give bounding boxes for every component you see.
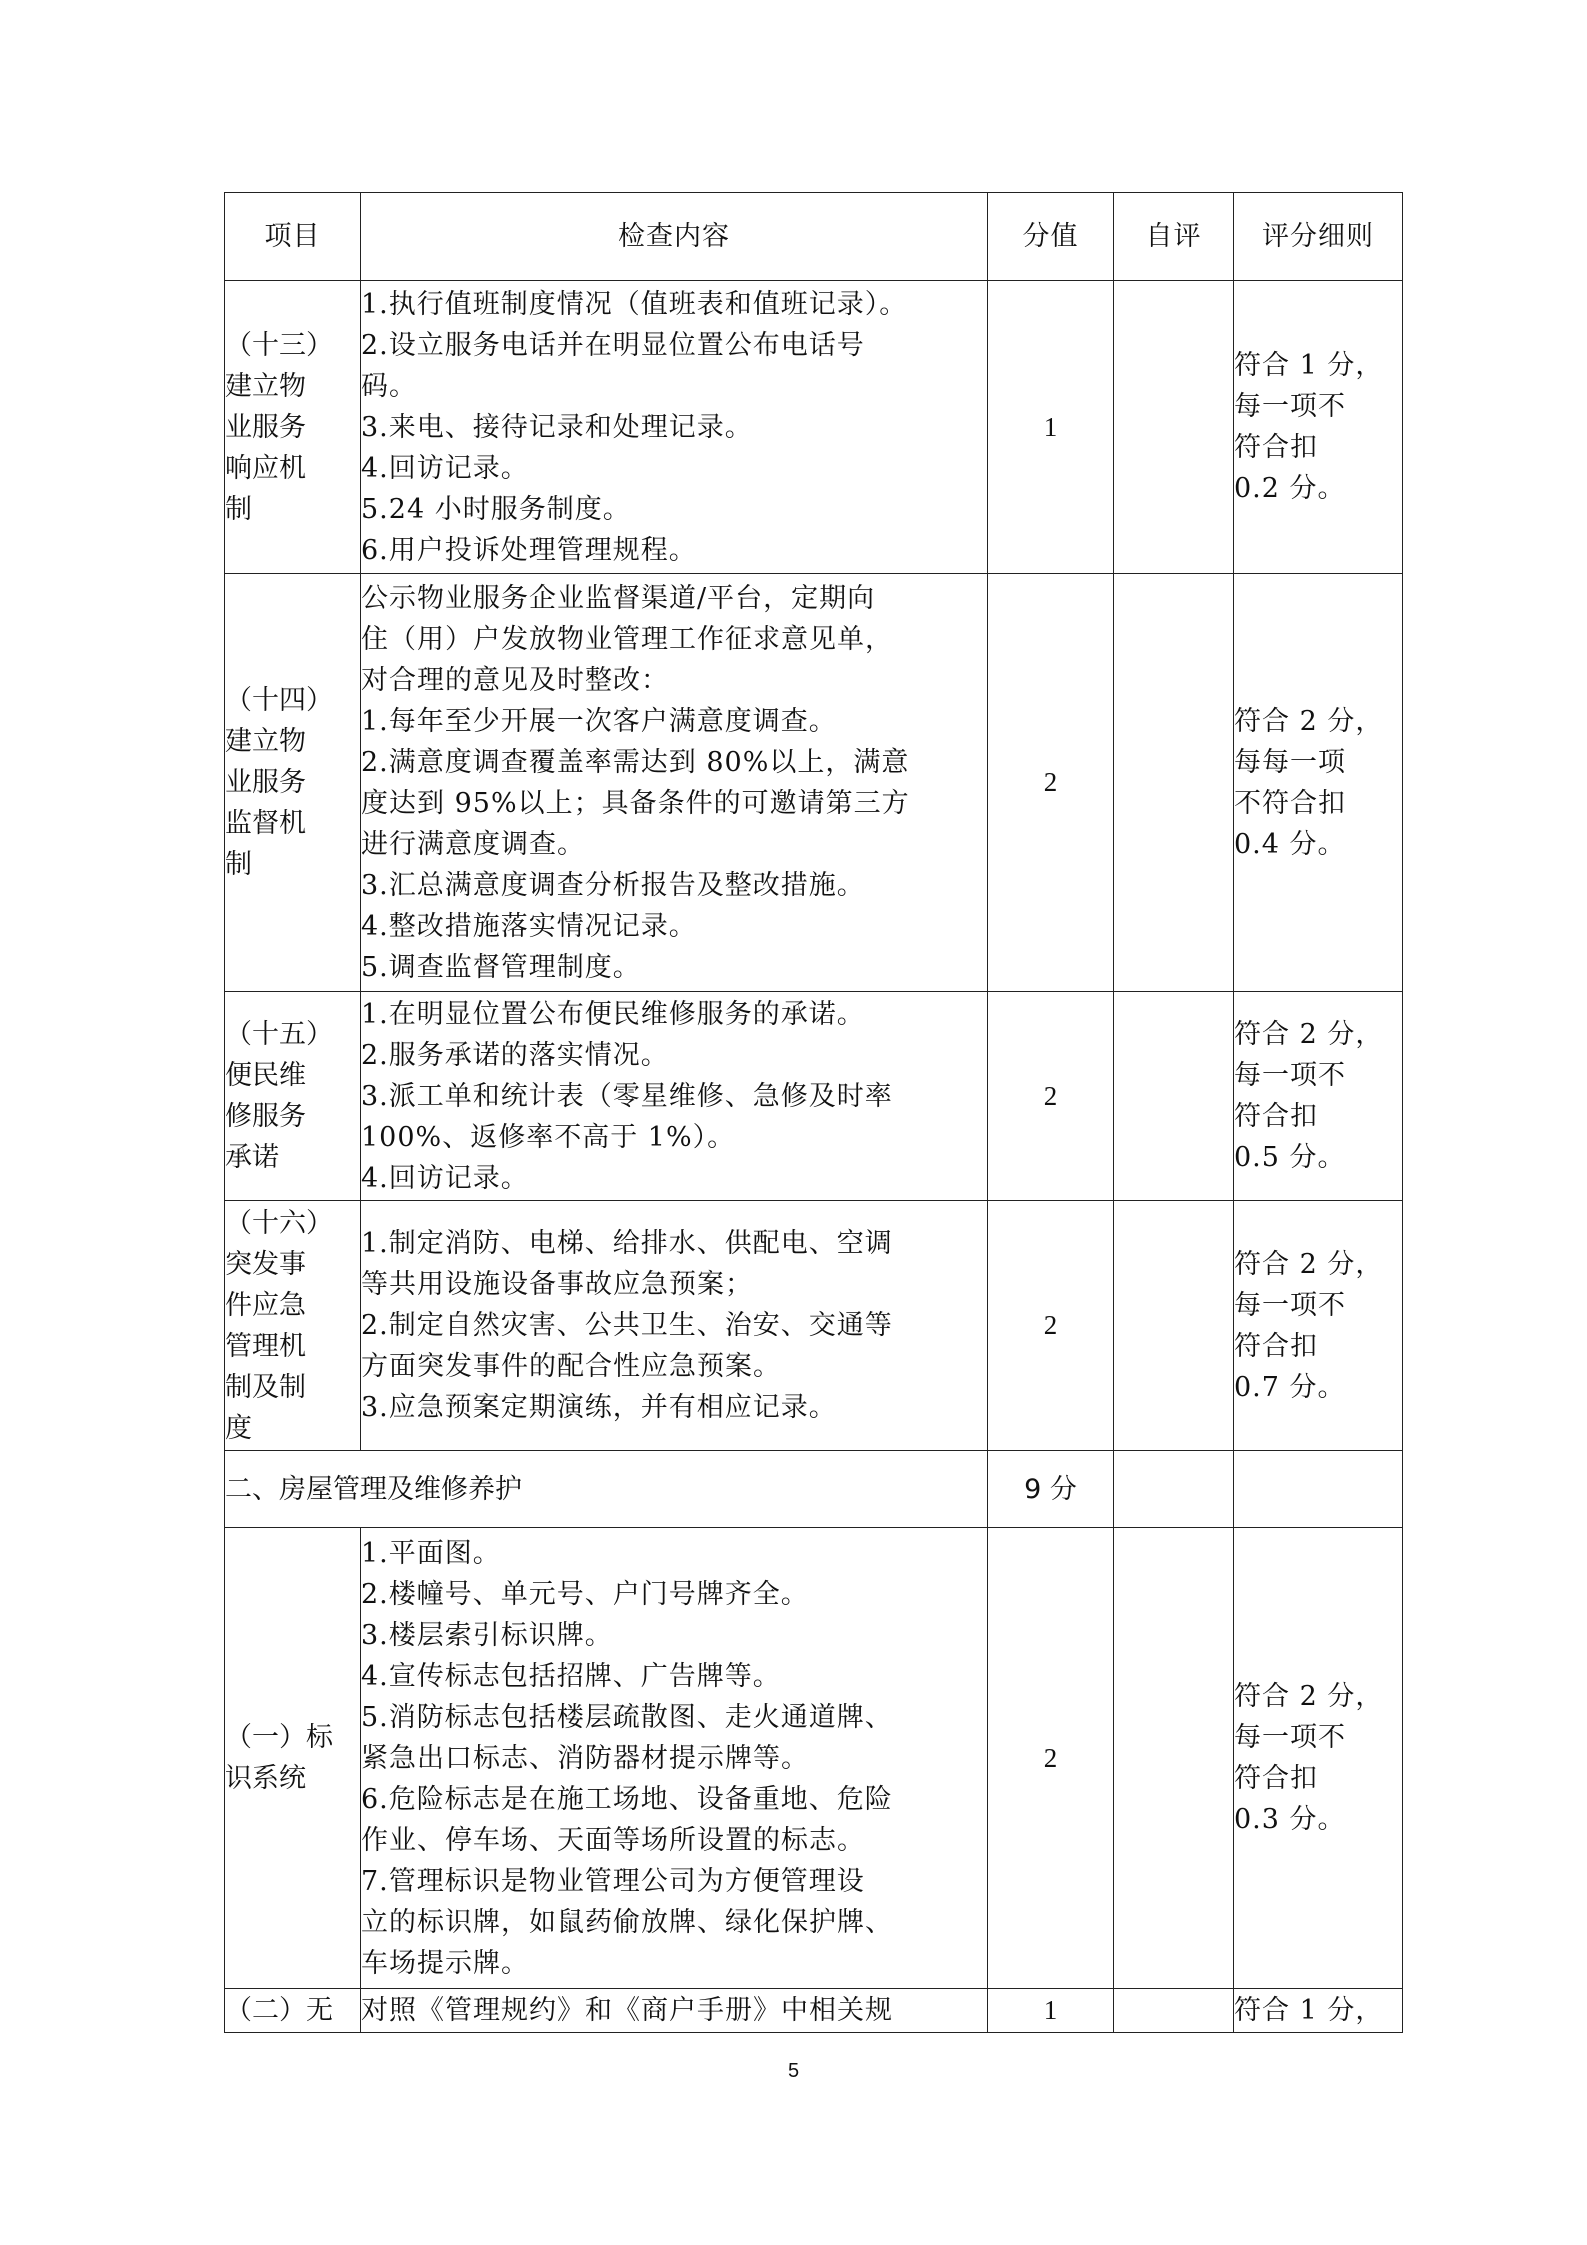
- content-line: 作业、停车场、天面等场所设置的标志。: [361, 1824, 865, 1856]
- rule-cell: [1234, 574, 1403, 992]
- content-line: 3.应急预案定期演练，并有相应记录。: [361, 1392, 837, 1423]
- header-score: 分值: [988, 193, 1114, 281]
- rule-line: 每每一项: [1234, 746, 1346, 778]
- score-cell: 2: [988, 992, 1114, 1201]
- rule-line: 不符合扣: [1234, 787, 1346, 819]
- section-rule: [1234, 1451, 1403, 1528]
- content-line: 公示物业服务企业监督渠道/平台，定期向: [361, 582, 876, 614]
- rule-line: 符合扣: [1234, 1101, 1318, 1132]
- rule-cell: [1234, 992, 1403, 1201]
- content-line: 立的标识牌，如鼠药偷放牌、绿化保护牌、: [361, 1906, 893, 1938]
- item-line: 响应机: [225, 452, 306, 484]
- self-eval-cell: [1114, 281, 1234, 574]
- item-line: 制: [225, 493, 252, 525]
- item-line: 突发事: [225, 1248, 306, 1280]
- score-cell: 2: [988, 1528, 1114, 1989]
- header-row: [225, 193, 1403, 281]
- rule-line: 0.7 分。: [1234, 1371, 1346, 1403]
- item-cell: [225, 992, 361, 1201]
- item-line: 承诺: [225, 1142, 279, 1173]
- item-line: 便民维: [225, 1060, 306, 1091]
- item-line: 监督机: [225, 808, 306, 839]
- item-line: 制及制: [225, 1371, 306, 1403]
- rule-line: 符合 1 分，: [1234, 1995, 1384, 2026]
- section-row: [225, 1451, 1403, 1528]
- content-cell: [361, 1989, 988, 2033]
- rule-line: 每一项不: [1234, 1722, 1346, 1753]
- content-line: 进行满意度调查。: [361, 828, 585, 860]
- content-line: 6.用户投诉处理管理规程。: [361, 534, 697, 566]
- rule-line: 符合扣: [1234, 1763, 1318, 1794]
- item-line: 建立物: [225, 370, 306, 402]
- content-line: 6.危险标志是在施工场地、设备重地、危险: [361, 1783, 893, 1815]
- self-eval-cell: [1114, 992, 1234, 1201]
- item-line: 建立物: [225, 726, 306, 757]
- self-eval-cell: [1114, 1989, 1234, 2033]
- item-line: 件应急: [225, 1289, 306, 1321]
- rule-line: 符合 1 分，: [1234, 350, 1384, 381]
- rule-line: 每一项不: [1234, 391, 1346, 422]
- score-cell: 2: [988, 1201, 1114, 1451]
- rule-cell: [1234, 1201, 1403, 1451]
- self-eval-cell: [1114, 574, 1234, 992]
- page-number: 5: [787, 2060, 800, 2082]
- content-cell: [361, 281, 988, 574]
- content-line: 等共用设施设备事故应急预案；: [361, 1269, 753, 1300]
- score-cell: 1: [988, 281, 1114, 574]
- content-line: 7.管理标识是物业管理公司为方便管理设: [361, 1865, 865, 1897]
- table-row: [225, 992, 1403, 1201]
- score-cell: 2: [988, 574, 1114, 992]
- item-line: 管理机: [225, 1330, 306, 1362]
- header-item: 项目: [225, 193, 361, 281]
- rule-line: 符合 2 分，: [1234, 1248, 1384, 1280]
- item-line: 业服务: [225, 411, 306, 443]
- content-line: 码。: [361, 370, 417, 402]
- section-title: 二、房屋管理及维修养护: [225, 1451, 988, 1528]
- self-eval-cell: [1114, 1528, 1234, 1989]
- rule-line: 符合 2 分，: [1234, 705, 1384, 737]
- item-line: 业服务: [225, 767, 306, 798]
- content-cell: [361, 1528, 988, 1989]
- content-line: 住（用）户发放物业管理工作征求意见单，: [361, 623, 893, 655]
- item-cell: [225, 281, 361, 574]
- content-line: 1.制定消防、电梯、给排水、供配电、空调: [361, 1228, 893, 1259]
- rule-line: 每一项不: [1234, 1289, 1346, 1321]
- content-line: 方面突发事件的配合性应急预案。: [361, 1351, 781, 1382]
- content-line: 4.宣传标志包括招牌、广告牌等。: [361, 1660, 781, 1692]
- table-row: [225, 1528, 1403, 1989]
- item-line: （二）无: [225, 1995, 333, 2026]
- item-line: （十五）: [225, 1019, 333, 1050]
- rule-line: 符合扣: [1234, 432, 1318, 463]
- content-line: 2.满意度调查覆盖率需达到 80%以上，满意: [361, 746, 910, 778]
- rule-line: 符合 2 分，: [1234, 1019, 1384, 1050]
- table-row: [225, 574, 1403, 992]
- score-cell: 1: [988, 1989, 1114, 2033]
- rule-line: 0.3 分。: [1234, 1804, 1346, 1835]
- rule-line: 符合 2 分，: [1234, 1681, 1384, 1712]
- header-rule: 评分细则: [1234, 193, 1403, 281]
- content-line: 1.每年至少开展一次客户满意度调查。: [361, 705, 837, 737]
- item-cell: [225, 1989, 361, 2033]
- self-eval-cell: [1114, 1201, 1234, 1451]
- item-cell: [225, 1528, 361, 1989]
- content-line: 100%、返修率不高于 1%）。: [361, 1121, 736, 1153]
- table-row: [225, 1989, 1403, 2033]
- content-line: 3.楼层索引标识牌。: [361, 1619, 613, 1651]
- header-self-eval: 自评: [1114, 193, 1234, 281]
- content-line: 3.来电、接待记录和处理记录。: [361, 411, 753, 443]
- content-line: 5.调查监督管理制度。: [361, 951, 641, 983]
- content-cell: [361, 1201, 988, 1451]
- content-line: 2.设立服务电话并在明显位置公布电话号: [361, 329, 865, 361]
- rule-cell: [1234, 281, 1403, 574]
- rule-cell: [1234, 1528, 1403, 1989]
- content-line: 紧急出口标志、消防器材提示牌等。: [361, 1742, 809, 1774]
- section-score: 9 分: [988, 1451, 1114, 1528]
- content-line: 5.24 小时服务制度。: [361, 493, 631, 525]
- item-line: （十六）: [225, 1207, 333, 1239]
- table-row: [225, 281, 1403, 574]
- content-line: 4.回访记录。: [361, 1162, 529, 1194]
- item-line: 识系统: [225, 1763, 306, 1794]
- content-line: 1.在明显位置公布便民维修服务的承诺。: [361, 998, 865, 1030]
- item-cell: [225, 574, 361, 992]
- section-self-eval: [1114, 1451, 1234, 1528]
- rule-line: 0.4 分。: [1234, 828, 1346, 860]
- rule-line: 每一项不: [1234, 1060, 1346, 1091]
- item-line: （一）标: [225, 1722, 333, 1753]
- content-line: 2.服务承诺的落实情况。: [361, 1039, 669, 1071]
- item-line: 制: [225, 849, 252, 880]
- table-row: [225, 1201, 1403, 1451]
- item-line: 度: [225, 1412, 252, 1444]
- content-cell: [361, 574, 988, 992]
- content-line: 度达到 95%以上；具备条件的可邀请第三方: [361, 787, 910, 819]
- content-line: 3.汇总满意度调查分析报告及整改措施。: [361, 869, 865, 901]
- content-line: 2.楼幢号、单元号、户门号牌齐全。: [361, 1578, 809, 1610]
- content-line: 3.派工单和统计表（零星维修、急修及时率: [361, 1080, 893, 1112]
- content-line: 2.制定自然灾害、公共卫生、治安、交通等: [361, 1310, 893, 1341]
- item-line: 修服务: [225, 1101, 306, 1132]
- rule-line: 0.5 分。: [1234, 1142, 1346, 1173]
- content-line: 4.整改措施落实情况记录。: [361, 910, 697, 942]
- header-content: 检查内容: [361, 193, 988, 281]
- item-line: （十三）: [225, 329, 333, 361]
- content-line: 对照《管理规约》和《商户手册》中相关规: [361, 1995, 893, 2026]
- item-line: （十四）: [225, 685, 333, 716]
- rule-cell: [1234, 1989, 1403, 2033]
- rule-line: 0.2 分。: [1234, 473, 1346, 504]
- content-line: 车场提示牌。: [361, 1947, 529, 1979]
- content-line: 5.消防标志包括楼层疏散图、走火通道牌、: [361, 1701, 893, 1733]
- content-line: 1.执行值班制度情况（值班表和值班记录）。: [361, 288, 908, 320]
- item-cell: [225, 1201, 361, 1451]
- inspection-table: [224, 192, 1403, 2033]
- content-line: 4.回访记录。: [361, 452, 529, 484]
- content-cell: [361, 992, 988, 1201]
- content-line: 对合理的意见及时整改：: [361, 664, 669, 696]
- content-line: 1.平面图。: [361, 1537, 501, 1569]
- rule-line: 符合扣: [1234, 1330, 1318, 1362]
